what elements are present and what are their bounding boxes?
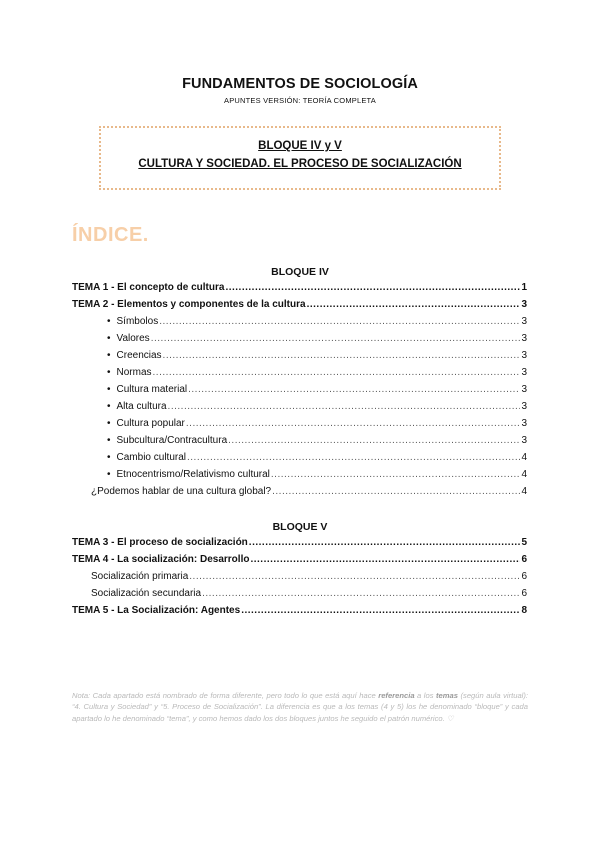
toc-entry-cultura-material[interactable]: • Cultura material ..... 3 [72,384,527,401]
toc-entry-tema-1[interactable]: TEMA 1 - El concepto de cultura ..... 1 [72,282,527,299]
title-box [99,126,501,190]
toc-entry-tema-3[interactable]: TEMA 3 - El proceso de socialización ..... 5 [72,537,527,554]
bloque-iv-heading: BLOQUE IV [271,266,329,278]
toc-entry-tema-5[interactable]: TEMA 5 - La Socialización: Agentes ..... 8 [72,605,527,622]
toc-entry-socializacion-secundaria[interactable]: Socialización secundaria ..... 6 [72,588,527,605]
toc-bloque-v [72,537,527,622]
bloque-v-heading: BLOQUE V [272,521,328,533]
toc-entry-cultura-popular[interactable]: • Cultura popular ..... 3 [72,418,527,435]
toc-entry-tema-4[interactable]: TEMA 4 - La socialización: Desarrollo ..... 6 [72,554,527,571]
toc-entry-subcultura[interactable]: • Subcultura/Contracultura ..... 3 [72,435,527,452]
toc-entry-etnocentrismo[interactable]: • Etnocentrismo/Relativismo cultural ..... 4 [72,469,527,486]
toc-entry-socializacion-primaria[interactable]: Socialización primaria ..... 6 [72,571,527,588]
document-subtitle: APUNTES VERSIÓN: TEORÍA COMPLETA [224,96,376,105]
toc-entry-cultura-global[interactable]: ¿Podemos hablar de una cultura global? ..... 4 [72,486,527,503]
toc-entry-cambio-cultural[interactable]: • Cambio cultural ..... 4 [72,452,527,469]
toc-entry-tema-2[interactable]: TEMA 2 - Elementos y componentes de la cultura ..... 3 [72,299,527,316]
toc-entry-normas[interactable]: • Normas ..... 3 [72,367,527,384]
toc-entry-creencias[interactable]: • Creencias ..... 3 [72,350,527,367]
toc-bloque-iv [72,282,527,503]
index-heading: ÍNDICE. [72,224,149,246]
document-title: FUNDAMENTOS DE SOCIOLOGÍA [182,76,418,92]
box-line-2: CULTURA Y SOCIEDAD. EL PROCESO DE SOCIALIZACIÓN [138,158,462,170]
footnote: Nota: Cada apartado está nombrado de forma diferente, pero todo lo que está aquí hace referencia a los temas (según aula virtual): “4. Cultura y Sociedad” y “5. Proceso de Socialización”. La diferencia es que a los temas (4 y 5) los he denominado “bloque” y cada apartado lo he denominado “tema”, y como hemos dado los dos bloques juntos he seguido el patrón numérico. ♡ [72,691,528,723]
box-line-1: BLOQUE IV y V [258,140,342,152]
toc-entry-alta-cultura[interactable]: • Alta cultura ..... 3 [72,401,527,418]
toc-entry-simbolos[interactable]: • Símbolos ..... 3 [72,316,527,333]
toc-entry-valores[interactable]: • Valores ..... 3 [72,333,527,350]
